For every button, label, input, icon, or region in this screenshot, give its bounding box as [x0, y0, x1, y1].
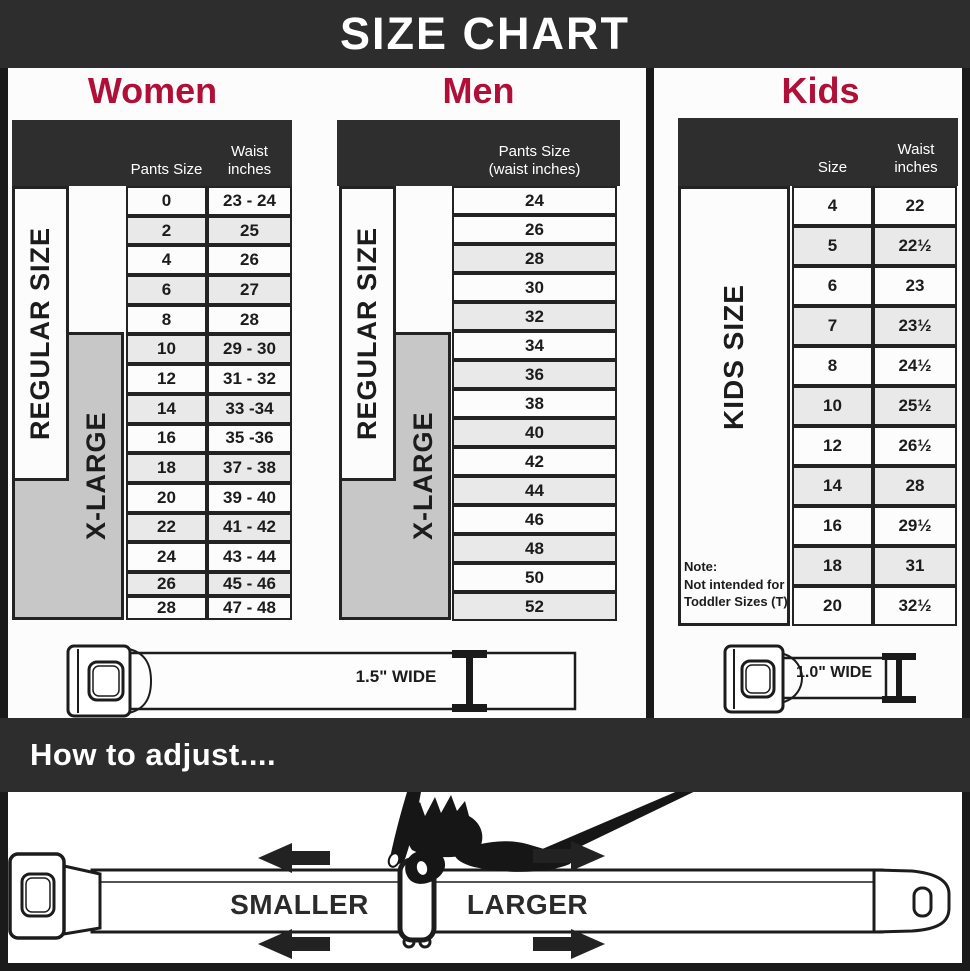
men-table-header: [337, 120, 620, 186]
kids-section-title: Kids: [781, 70, 860, 111]
adult-belt-graphic: [65, 640, 585, 722]
men-pants-size-cell: 40: [452, 418, 617, 447]
women-waist-cell: 28: [207, 305, 292, 335]
kids-size-cell: 12: [792, 426, 873, 466]
women-waist-cell: 47 - 48: [207, 596, 292, 620]
kids-size-cell: 16: [792, 506, 873, 546]
men-pants-size-cell: 34: [452, 331, 617, 360]
women-waist-cell: 27: [207, 275, 292, 305]
women-pants-size-cell: 2: [126, 216, 207, 246]
women-pants-size-cell: 10: [126, 334, 207, 364]
men-xlarge-label: X-LARGE: [408, 411, 438, 541]
women-waist-cell: 33 -34: [207, 394, 292, 424]
women-waist-cell: 39 - 40: [207, 483, 292, 513]
women-waist-cell: 45 - 46: [207, 572, 292, 596]
women-pants-size-column-header: Pants Size: [130, 161, 203, 179]
women-waist-cell: 31 - 32: [207, 364, 292, 394]
women-waist-cell: 37 - 38: [207, 453, 292, 483]
kids-waist-cell: 25½: [873, 386, 957, 426]
kids-waist-cell: 28: [873, 466, 957, 506]
kids-size-cell: 7: [792, 306, 873, 346]
kids-section-divider: [646, 68, 654, 718]
women-regular-size-label: REGULAR SIZE: [12, 186, 69, 481]
men-pants-size-cell: 44: [452, 476, 617, 505]
women-pants-size-cell: 22: [126, 513, 207, 543]
men-pants-size-cell: 32: [452, 302, 617, 331]
kids-table-header: [678, 118, 958, 186]
adult-belt-width-label: 1.5" WIDE: [355, 667, 437, 686]
right-border: [962, 68, 970, 718]
women-waist-cell: 29 - 30: [207, 334, 292, 364]
kids-waist-cell: 23: [873, 266, 957, 306]
women-waist-cell: 35 -36: [207, 424, 292, 454]
men-pants-size-column-header: Pants Size (waist inches): [488, 142, 581, 179]
women-section-title: Women: [87, 70, 218, 111]
kids-size-cell: 8: [792, 346, 873, 386]
kids-size-cell: 20: [792, 586, 873, 626]
kids-waist-cell: 32½: [873, 586, 957, 626]
smaller-label: SMALLER: [230, 889, 369, 920]
women-waist-cell: 25: [207, 216, 292, 246]
women-waist-cell: 43 - 44: [207, 542, 292, 572]
how-to-adjust-title: How to adjust....: [30, 737, 277, 772]
women-pants-size-cell: 6: [126, 275, 207, 305]
women-pants-size-cell: 4: [126, 245, 207, 275]
page-title: SIZE CHART: [340, 8, 630, 59]
women-pants-size-cell: 12: [126, 364, 207, 394]
adjust-illustration-frame: [0, 792, 970, 971]
men-pants-size-cell: 52: [452, 592, 617, 621]
men-pants-size-cell: 24: [452, 186, 617, 215]
men-section-title: Men: [442, 70, 515, 111]
kids-waist-cell: 24½: [873, 346, 957, 386]
women-pants-size-cell: 14: [126, 394, 207, 424]
kids-size-table: [792, 186, 957, 626]
kids-waist-cell: 22½: [873, 226, 957, 266]
kids-size-cell: 4: [792, 186, 873, 226]
larger-label: LARGER: [466, 889, 589, 920]
title-banner: [0, 0, 970, 68]
kids-size-cell: 5: [792, 226, 873, 266]
men-pants-size-cell: 38: [452, 389, 617, 418]
women-pants-size-cell: 24: [126, 542, 207, 572]
adjust-illustration: [8, 792, 962, 963]
kids-waist-cell: 29½: [873, 506, 957, 546]
men-pants-size-cell: 42: [452, 447, 617, 476]
kids-note: Note: Not intended for Toddler Sizes (T): [684, 559, 788, 610]
kids-waist-cell: 31: [873, 546, 957, 586]
kids-size-column-header: Size: [817, 159, 848, 177]
kids-size-label: KIDS SIZE: [718, 284, 749, 430]
women-table-header: [12, 120, 292, 186]
women-waist-cell: 41 - 42: [207, 513, 292, 543]
women-pants-size-cell: 0: [126, 186, 207, 216]
men-pants-size-cell: 50: [452, 563, 617, 592]
men-pants-size-cell: 48: [452, 534, 617, 563]
women-xlarge-label: X-LARGE: [81, 411, 111, 541]
left-border: [0, 68, 8, 718]
women-size-table: [126, 186, 292, 620]
men-pants-size-cell: 30: [452, 273, 617, 302]
belt-buckle-icon: [10, 854, 64, 938]
men-regular-size-label: REGULAR SIZE: [339, 186, 396, 481]
men-pants-size-cell: 26: [452, 215, 617, 244]
buckle-connector: [64, 866, 100, 934]
women-pants-size-cell: 26: [126, 572, 207, 596]
women-pants-size-cell: 20: [126, 483, 207, 513]
kids-waist-cell: 23½: [873, 306, 957, 346]
men-size-table: [452, 186, 617, 621]
women-waist-cell: 23 - 24: [207, 186, 292, 216]
kids-size-cell: 10: [792, 386, 873, 426]
kids-size-cell: 14: [792, 466, 873, 506]
women-waist-column-header: Waist inches: [227, 142, 272, 179]
kids-size-cell: 18: [792, 546, 873, 586]
belt-tip: [874, 870, 949, 932]
kids-size-cell: 6: [792, 266, 873, 306]
women-pants-size-cell: 8: [126, 305, 207, 335]
women-pants-size-cell: 28: [126, 596, 207, 620]
men-pants-size-cell: 36: [452, 360, 617, 389]
kids-belt-width-label: 1.0" WIDE: [795, 664, 873, 681]
men-pants-size-cell: 46: [452, 505, 617, 534]
kids-waist-cell: 22: [873, 186, 957, 226]
kids-waist-column-header: Waist inches: [894, 140, 938, 177]
women-pants-size-cell: 18: [126, 453, 207, 483]
kids-waist-cell: 26½: [873, 426, 957, 466]
women-waist-cell: 26: [207, 245, 292, 275]
women-pants-size-cell: 16: [126, 424, 207, 454]
adult-belt-icon: [65, 640, 585, 722]
men-pants-size-cell: 28: [452, 244, 617, 273]
how-to-adjust-band: [0, 718, 970, 792]
